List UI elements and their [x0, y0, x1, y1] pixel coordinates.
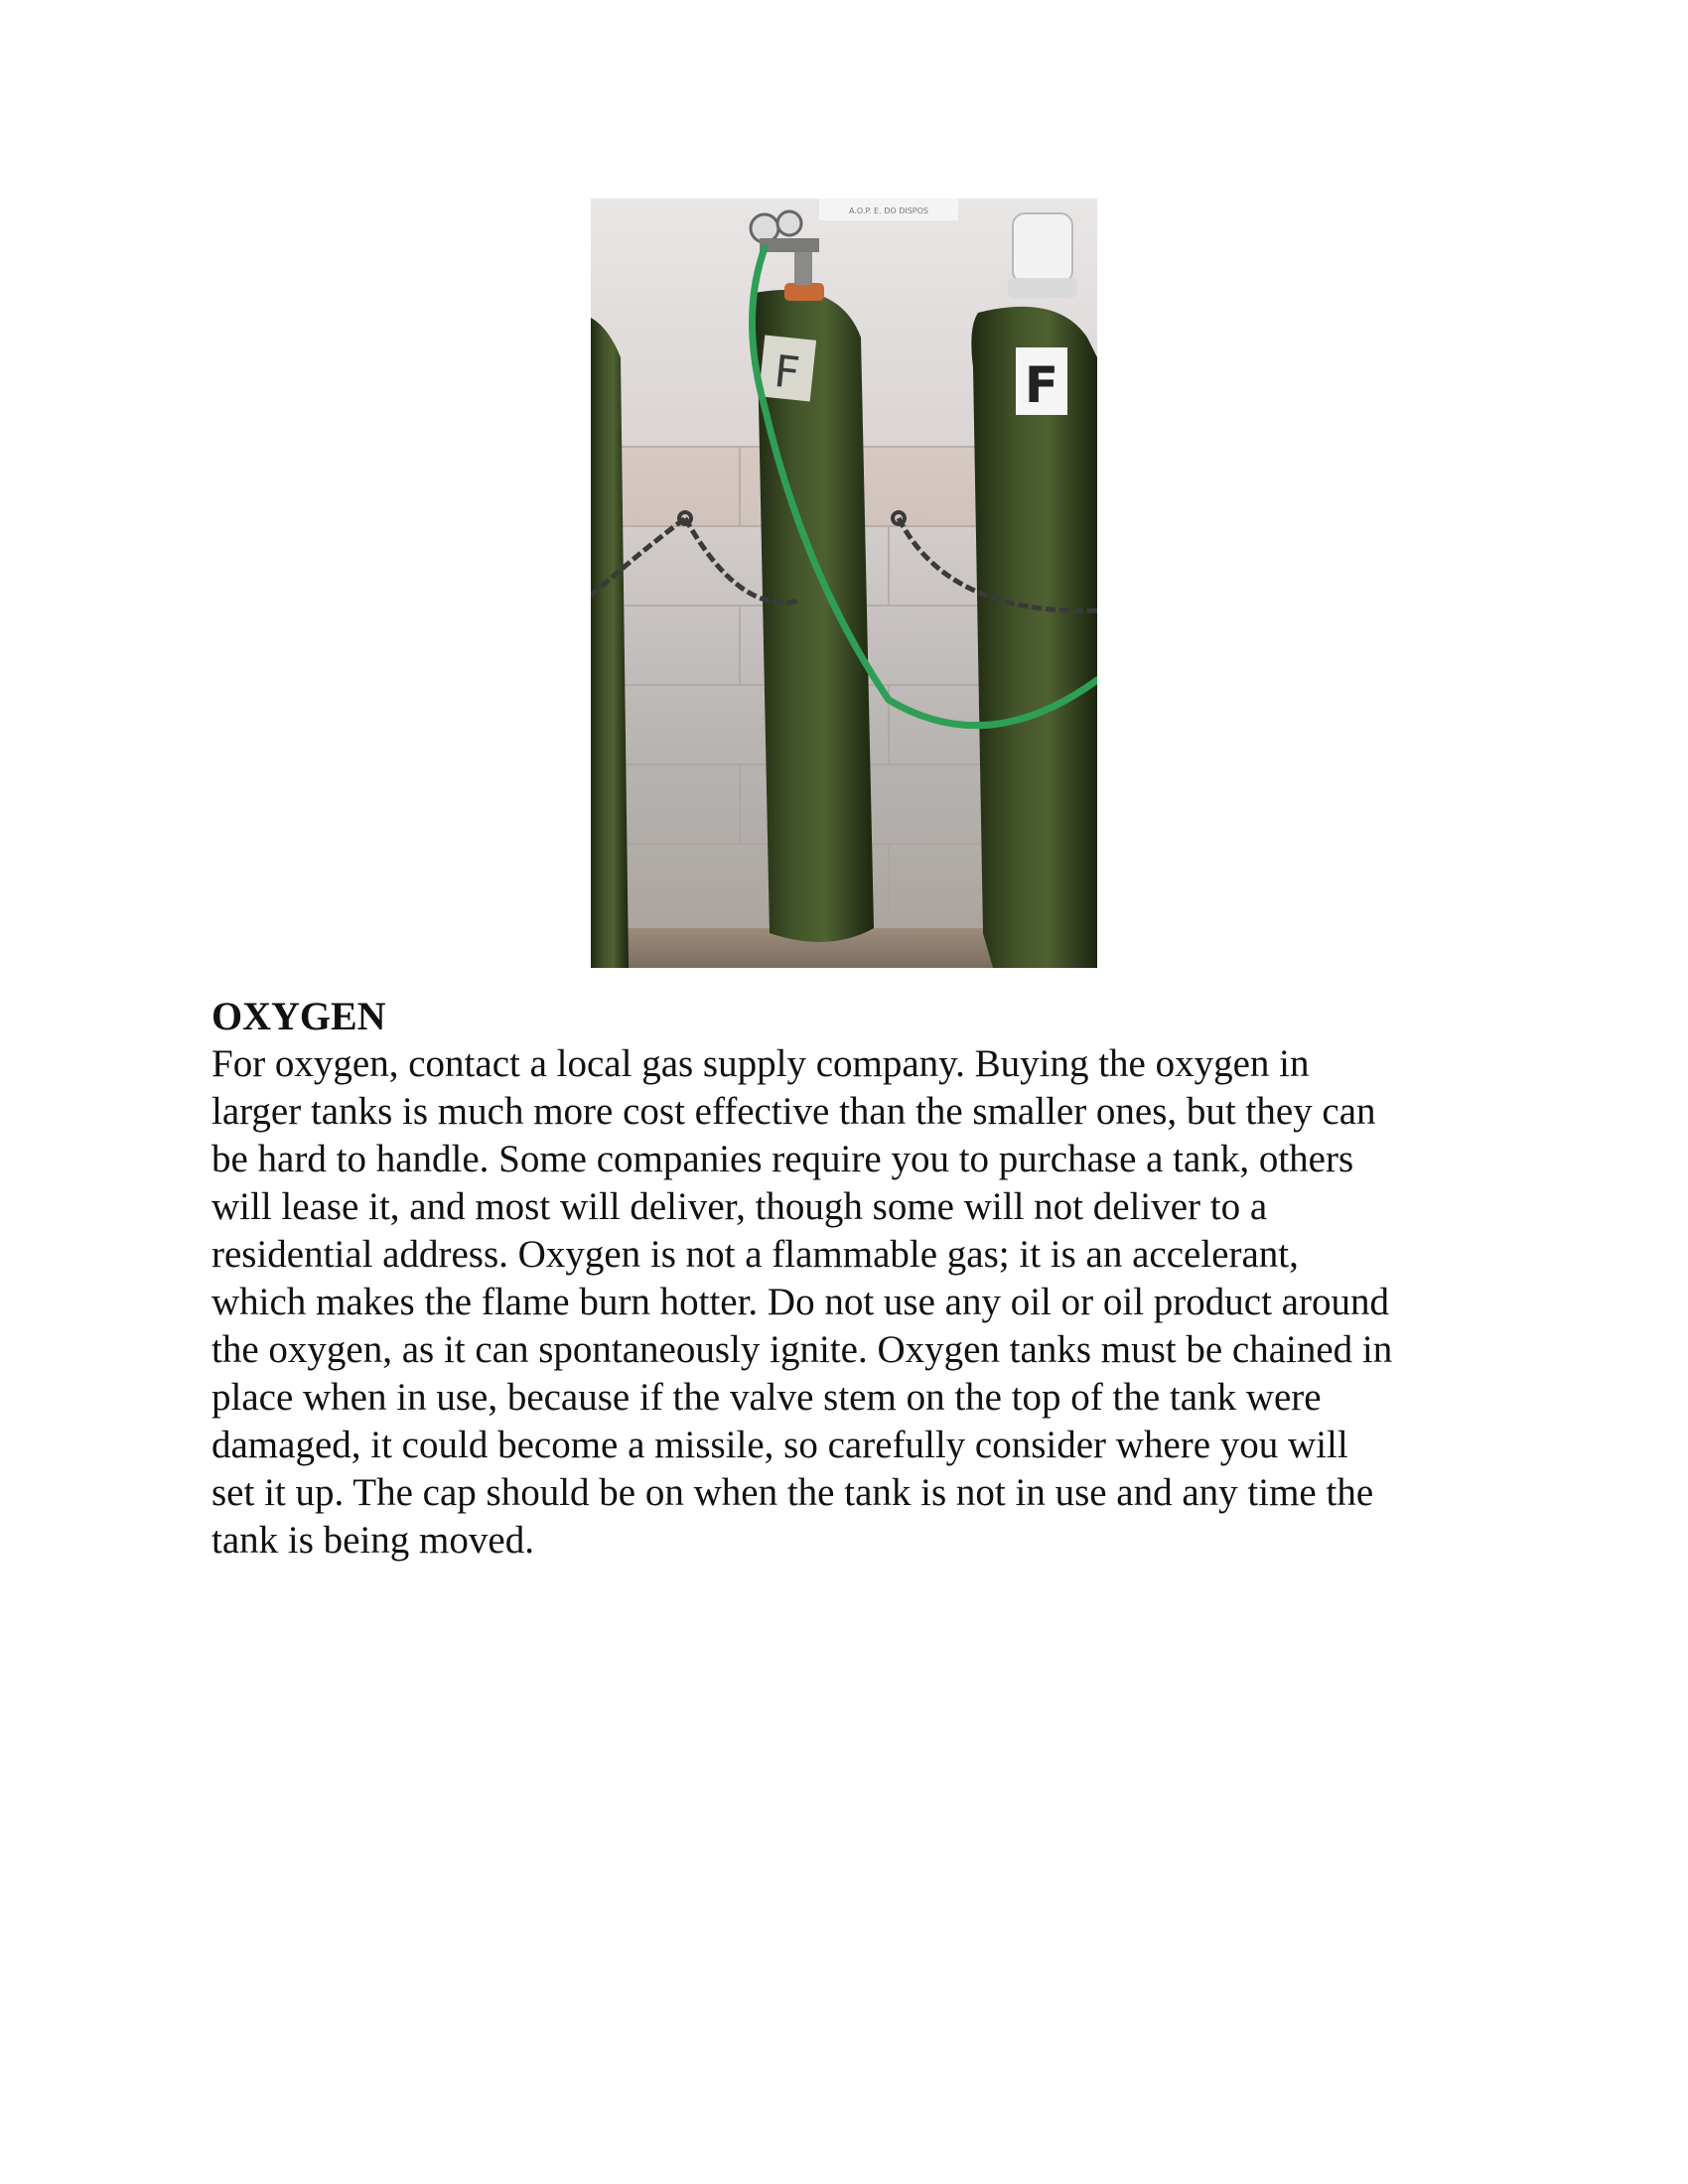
- body-line: place when in use, because if the valve stem on the top of the tank were: [211, 1376, 1322, 1419]
- body-line: which makes the flame burn hotter. Do not use any oil or oil product around: [211, 1281, 1389, 1323]
- body-line: damaged, it could become a missile, so carefully consider where you will: [211, 1424, 1348, 1466]
- body-line: For oxygen, contact a local gas supply company. Buying the oxygen in: [211, 1042, 1310, 1085]
- oxygen-section: [211, 993, 1502, 1565]
- body-line: tank is being moved.: [211, 1519, 534, 1562]
- oxygen-tanks-photo: [591, 199, 1097, 968]
- body-line: residential address. Oxygen is not a flammable gas; it is an accelerant,: [211, 1233, 1299, 1276]
- body-line: the oxygen, as it can spontaneously ignite. Oxygen tanks must be chained in: [211, 1328, 1393, 1371]
- body-line: set it up. The cap should be on when the tank is not in use and any time the: [211, 1471, 1374, 1514]
- section-body: [211, 1040, 1502, 1565]
- wall-sign-text: A.O.P. E. DO DISPOS: [849, 206, 928, 215]
- body-line: will lease it, and most will deliver, though some will not deliver to a: [211, 1185, 1268, 1228]
- section-heading: OXYGEN: [211, 994, 386, 1038]
- tank-label-left: F: [772, 345, 802, 400]
- body-line: larger tanks is much more cost effective than the smaller ones, but they can: [211, 1090, 1376, 1133]
- tank-label-right: F: [1024, 356, 1059, 414]
- body-line: be hard to handle. Some companies require you to purchase a tank, others: [211, 1138, 1354, 1180]
